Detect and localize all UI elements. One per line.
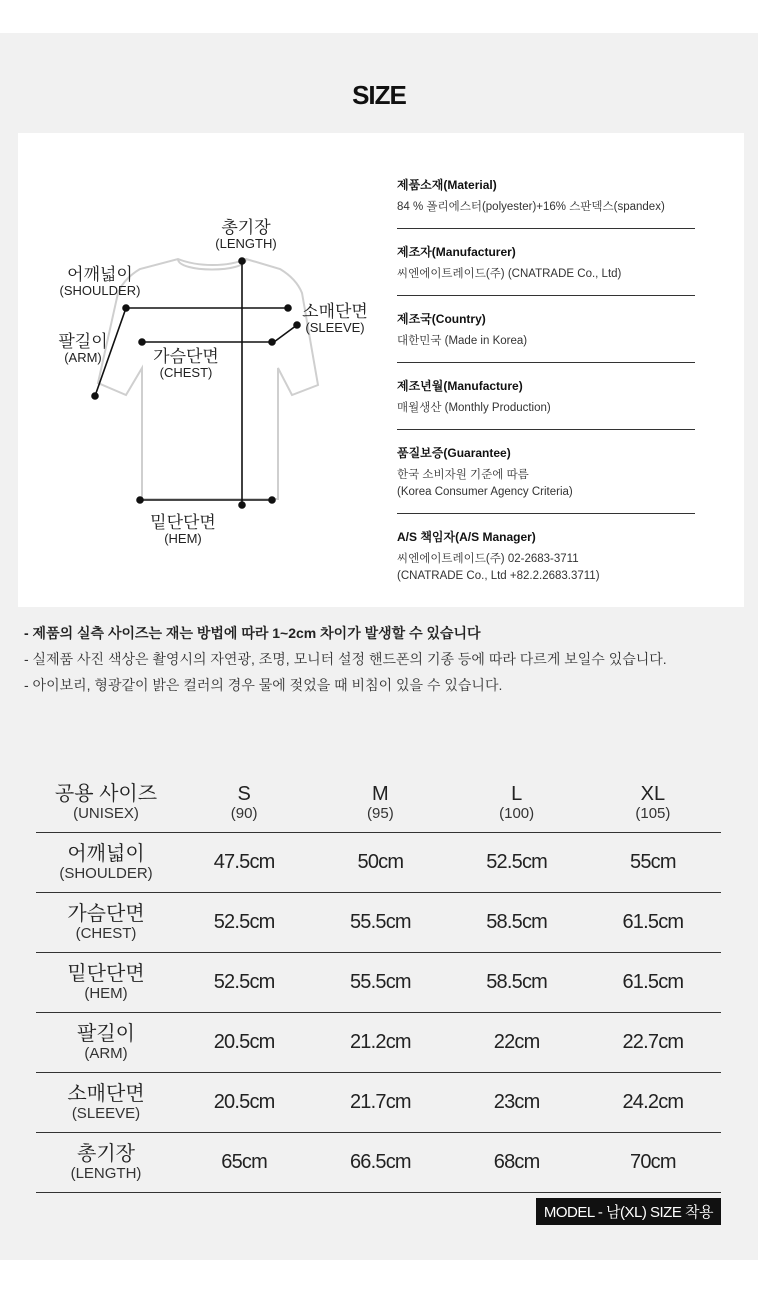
row-label-sleeve: 소매단면 (SLEEVE)	[36, 1073, 176, 1133]
sleeve-line	[274, 325, 297, 342]
table-cell: 22cm	[449, 1013, 585, 1073]
table-cell: 61.5cm	[585, 893, 721, 953]
table-cell: 22.7cm	[585, 1013, 721, 1073]
info-as-manager: A/S 책임자(A/S Manager) 씨엔에이트레이드(주) 02-2683-3711 (CNATRADE Co., Ltd +82.2.2683.3711)	[397, 530, 600, 582]
chest-dot-left	[139, 339, 145, 345]
table-cell: 65cm	[176, 1133, 312, 1193]
hem-dot-left	[137, 497, 143, 503]
info-manufacture-date: 제조년월(Manufacture) 매월생산 (Monthly Production)	[397, 377, 695, 430]
info-material: 제품소재(Material) 84 % 폴리에스터(polyester)+16% 스판덱스(spandex)	[397, 176, 695, 229]
size-info-card	[18, 133, 744, 607]
note-2: - 실제품 사진 색상은 촬영시의 자연광, 조명, 모니터 설정 핸드폰의 기종 등에 따라 다르게 보일수 있습니다.	[24, 651, 667, 667]
table-cell: 52.5cm	[176, 893, 312, 953]
size-chart-table	[36, 774, 721, 1193]
table-cell: 52.5cm	[449, 833, 585, 893]
table-cell: 66.5cm	[312, 1133, 448, 1193]
table-cell: 24.2cm	[585, 1073, 721, 1133]
label-arm: 팔길이 (ARM)	[58, 332, 108, 365]
table-cell: 61.5cm	[585, 953, 721, 1013]
shoulder-dot-right	[285, 305, 291, 311]
row-label-length: 총기장 (LENGTH)	[36, 1133, 176, 1193]
header-size-s: S (90)	[176, 774, 312, 833]
label-length: 총기장 (LENGTH)	[215, 218, 277, 251]
table-row	[36, 893, 721, 953]
size-notes	[24, 620, 744, 698]
table-cell: 55.5cm	[312, 953, 448, 1013]
size-table-header	[36, 774, 721, 833]
table-cell: 47.5cm	[176, 833, 312, 893]
length-dot-bottom	[239, 502, 245, 508]
arm-dot-end	[92, 393, 98, 399]
table-cell: 68cm	[449, 1133, 585, 1193]
table-row	[36, 1073, 721, 1133]
info-country: 제조국(Country) 대한민국 (Made in Korea)	[397, 310, 695, 363]
table-cell: 20.5cm	[176, 1073, 312, 1133]
hem-dot-right	[269, 497, 275, 503]
header-size-xl: XL (105)	[585, 774, 721, 833]
note-3: - 아이보리, 형광같이 밝은 컬러의 경우 물에 젖었을 때 비침이 있을 수 있습니다.	[24, 677, 503, 693]
label-chest: 가슴단면 (CHEST)	[153, 347, 219, 380]
label-hem: 밑단단면 (HEM)	[150, 513, 216, 546]
table-cell: 50cm	[312, 833, 448, 893]
table-cell: 58.5cm	[449, 953, 585, 1013]
table-cell: 21.7cm	[312, 1073, 448, 1133]
label-sleeve: 소매단면 (SLEEVE)	[302, 302, 368, 335]
table-cell: 21.2cm	[312, 1013, 448, 1073]
product-info-list	[397, 176, 695, 611]
row-label-chest: 가슴단면 (CHEST)	[36, 893, 176, 953]
length-dot-top	[239, 258, 245, 264]
label-shoulder: 어깨넓이 (SHOULDER)	[59, 265, 141, 298]
header-size-m: M (95)	[312, 774, 448, 833]
row-label-shoulder: 어깨넓이 (SHOULDER)	[36, 833, 176, 893]
table-row	[36, 1013, 721, 1073]
table-cell: 58.5cm	[449, 893, 585, 953]
header-unisex: 공용 사이즈 (UNISEX)	[36, 774, 176, 833]
header-size-l: L (100)	[449, 774, 585, 833]
table-cell: 55.5cm	[312, 893, 448, 953]
model-size-badge: MODEL - 남(XL) SIZE 착용	[536, 1198, 721, 1225]
row-label-arm: 팔길이 (ARM)	[36, 1013, 176, 1073]
table-cell: 55cm	[585, 833, 721, 893]
page-title: SIZE	[352, 80, 406, 110]
table-cell: 23cm	[449, 1073, 585, 1133]
note-1: - 제품의 실측 사이즈는 재는 방법에 따라 1~2cm 차이가 발생할 수 있습니다	[24, 625, 481, 641]
info-guarantee: 품질보증(Guarantee) 한국 소비자원 기준에 따름 (Korea Consumer Agency Criteria)	[397, 444, 695, 514]
table-cell: 70cm	[585, 1133, 721, 1193]
table-cell: 52.5cm	[176, 953, 312, 1013]
table-row	[36, 833, 721, 893]
table-row	[36, 1133, 721, 1193]
table-row	[36, 953, 721, 1013]
table-cell: 20.5cm	[176, 1013, 312, 1073]
row-label-hem: 밑단단면 (HEM)	[36, 953, 176, 1013]
info-manufacturer: 제조자(Manufacturer) 씨엔에이트레이드(주) (CNATRADE Co., Ltd)	[397, 243, 695, 296]
